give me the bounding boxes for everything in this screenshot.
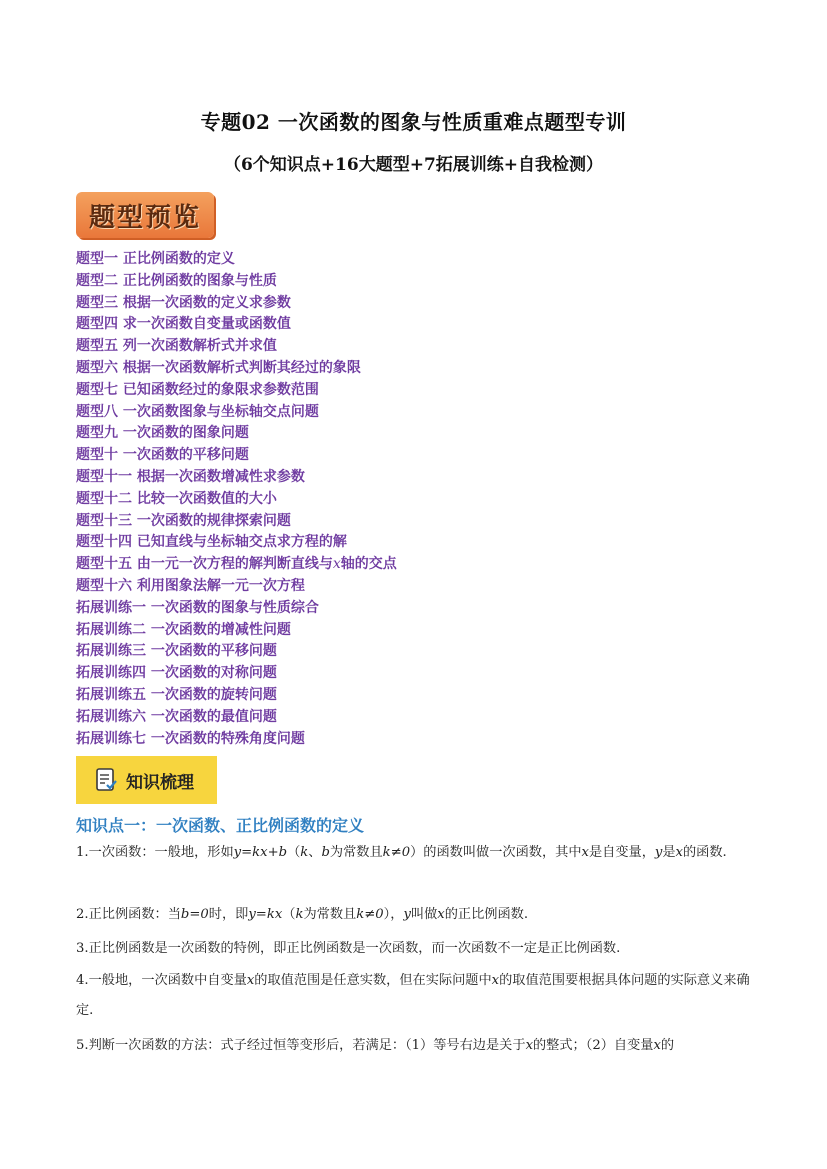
knowledge-banner-label: 知识梳理 [126,772,194,793]
paragraph-2: 2.正比例函数：当b=0时，即y=kx（k为常数且k≠0），y叫做x的正比例函数. [76,907,529,922]
paragraph-1: 1.一次函数：一般地，形如y=kx+b（k、b为常数且k≠0）的函数叫做一次函数，其中x是自变量，y是x的函数. [76,845,727,860]
toc-item[interactable]: 题型一 正比例函数的定义 [76,251,235,267]
toc-item[interactable]: 拓展训练四 一次函数的对称问题 [76,665,277,682]
toc-item[interactable]: 拓展训练七 一次函数的特殊角度问题 [76,730,305,747]
toc-item[interactable]: 拓展训练五 一次函数的旋转问题 [76,686,277,703]
preview-banner [76,192,214,238]
toc-item[interactable]: 题型十 一次函数的平移问题 [76,447,249,464]
paragraph-3: 3.正比例函数是一次函数的特例，即正比例函数是一次函数，而一次函数不一定是正比例函数. [76,941,621,956]
toc-item[interactable]: 题型四 求一次函数自变量或函数值 [76,316,291,333]
paragraph-4: 4.一般地，一次函数中自变量x的取值范围是任意实数，但在实际问题中x的取值范围要根据具体问题的实际意义来确定. [76,973,750,1018]
toc-item[interactable]: 题型三 根据一次函数的定义求参数 [76,294,291,311]
toc-item[interactable]: 题型十四 已知直线与坐标轴交点求方程的解 [76,534,347,551]
toc-item[interactable]: 题型十二 比较一次函数值的大小 [76,490,277,507]
toc-item[interactable]: 题型十六 利用图象法解一元一次方程 [76,577,305,594]
toc-item[interactable]: 题型七 已知函数经过的象限求参数范围 [76,381,319,398]
toc-item[interactable]: 题型八 一次函数图象与坐标轴交点问题 [76,403,319,420]
preview-banner-label: 题型预览 [88,202,201,233]
toc-item[interactable]: 题型五 列一次函数解析式并求值 [76,338,277,355]
paragraph-5: 5.判断一次函数的方法：式子经过恒等变形后，若满足：（1）等号右边是关于x的整式；（2）自变量x的 [76,1038,675,1053]
toc-item[interactable]: 题型十三 一次函数的规律探索问题 [76,512,291,529]
toc-item[interactable]: 拓展训练三 一次函数的平移问题 [76,643,277,660]
toc-item[interactable]: 拓展训练二 一次函数的增减性问题 [76,621,291,638]
toc-item[interactable]: 题型十五 由一元一次方程的解判断直线与x轴的交点 [76,556,397,573]
page-title: 专题02 一次函数的图象与性质重难点题型专训 [200,110,627,134]
toc-item[interactable]: 题型九 一次函数的图象问题 [76,425,249,442]
toc-item[interactable]: 题型二 正比例函数的图象与性质 [76,272,277,289]
knowledge-banner [76,756,217,804]
toc-list [76,249,397,750]
toc-item[interactable]: 拓展训练六 一次函数的最值问题 [76,708,277,725]
section-heading: 知识点一：一次函数、正比例函数的定义 [76,816,365,835]
page-subtitle: （6个知识点+16大题型+7拓展训练+自我检测） [223,155,604,175]
toc-item[interactable]: 题型六 根据一次函数解析式判断其经过的象限 [76,359,361,376]
toc-item[interactable]: 题型十一 根据一次函数增减性求参数 [76,468,305,485]
checklist-icon [94,767,120,793]
toc-item[interactable]: 拓展训练一 一次函数的图象与性质综合 [76,599,319,616]
